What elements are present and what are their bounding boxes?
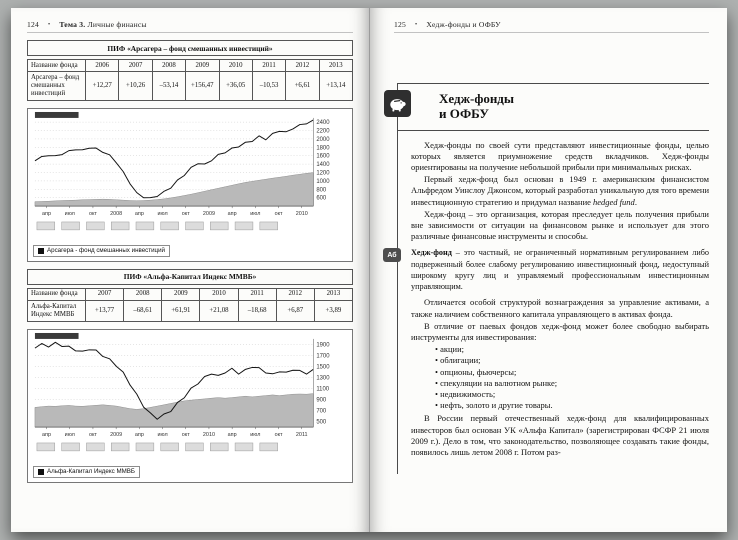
paragraph-intro: Хедж-фонды по своей сути представляют инвестиционные фонды, целью которых является приумножение средств вкладчиков. Хедж-фонды ориентированы на получение небольшой прибыли при минимальных рисках. — [411, 139, 709, 173]
chapter-title: Хедж-фонды и ОФБУ — [426, 20, 501, 29]
running-head-right — [394, 20, 709, 29]
paragraph-structure: Отличается особой структурой вознаграждения за управление активами, а также наличием собственного капитала управляющего в активах фонда. — [411, 297, 709, 319]
page-number: 125 — [394, 20, 406, 29]
svg-text:1800: 1800 — [316, 145, 330, 152]
heading-icon-box — [384, 90, 411, 117]
dictionary-icon — [383, 248, 401, 262]
section-heading — [397, 83, 709, 131]
paragraph-instruments-lead: В отличие от паевых фондов хедж-фонд может более свободно выбирать инструменты для инвестирования: — [411, 320, 709, 342]
svg-text:1900: 1900 — [316, 342, 330, 349]
table-header-row — [28, 288, 353, 300]
svg-text:апр: апр — [42, 211, 52, 218]
margin-rule — [397, 83, 398, 474]
svg-text:июл: июл — [64, 211, 75, 218]
svg-text:2000: 2000 — [316, 137, 330, 144]
dictionary-icon-label: Аб — [387, 251, 397, 259]
chart-arsagera — [27, 108, 353, 262]
fund-name-cell: Арсагера – фонд смешанных инвестиций — [28, 72, 86, 101]
page-number: 124 — [27, 20, 39, 29]
svg-text:2008: 2008 — [110, 211, 123, 218]
svg-text:окт: окт — [88, 211, 97, 218]
chapter-label: Тема 3. — [59, 20, 86, 29]
definition-text — [411, 247, 709, 292]
piggy-bank-icon — [388, 94, 407, 113]
svg-text:2010: 2010 — [295, 211, 308, 218]
svg-text:500: 500 — [316, 419, 327, 426]
bullet-item: • недвижимость; — [435, 389, 709, 400]
return-value-cell: –10,53 — [252, 72, 285, 101]
instruments-list — [435, 344, 709, 411]
svg-text:июл: июл — [64, 431, 75, 438]
chart-canvas-alfa — [29, 331, 351, 462]
text-segment: . — [634, 196, 637, 207]
text-segment: Первый хедж-фонд был основан в 1949 г. американским финансистом Альфредом Уинслоу Джонсом, который разработал уникальную для того времени инвестиционную стратегию и придумал название — [411, 174, 709, 207]
svg-text:2200: 2200 — [316, 128, 330, 135]
return-value-cell: +21,08 — [200, 301, 238, 322]
table-header-row — [28, 60, 353, 72]
year-header: 2013 — [319, 60, 352, 72]
svg-text:июл: июл — [250, 211, 261, 218]
running-head-left — [27, 20, 353, 29]
table-row — [28, 72, 353, 101]
return-value-cell: –18,68 — [238, 301, 276, 322]
bullet-item: • спекуляции на валютном рынке; — [435, 378, 709, 389]
year-header: 2008 — [152, 60, 185, 72]
legend-label: Альфа-Капитал Индекс ММВБ — [47, 468, 135, 476]
svg-text:1100: 1100 — [316, 386, 330, 393]
svg-text:2009: 2009 — [202, 211, 216, 218]
paragraph-russia: В России первый отечественный хедж-фонд для квалифицированных инвесторов был основан УК «Альфа Капитал» (зарегистрирован ФСФР 21 июля 2009 г.). Дело в том, что законодательство, позволяющее создавать такие фонды, появилось лишь летом 2008 г. Потом раз- — [411, 413, 709, 457]
svg-text:2010: 2010 — [202, 431, 216, 438]
chart-alfa-capital — [27, 329, 353, 483]
svg-text:2009: 2009 — [110, 431, 123, 438]
legend-label: Арсагера - фонд смешанных инвестиций — [47, 247, 165, 255]
svg-text:700: 700 — [316, 408, 327, 415]
header-rule — [27, 32, 353, 33]
svg-text:окт: окт — [181, 211, 190, 218]
year-header: 2012 — [286, 60, 319, 72]
svg-text:800: 800 — [316, 187, 327, 194]
return-value-cell: +61,91 — [162, 301, 200, 322]
return-value-cell: +10,26 — [119, 72, 152, 101]
svg-text:900: 900 — [316, 397, 327, 404]
returns-table-arsagera — [27, 59, 353, 101]
table-row — [28, 301, 353, 322]
section-title — [439, 91, 709, 122]
year-header: 2008 — [124, 288, 162, 300]
year-header: 2009 — [162, 288, 200, 300]
svg-text:2400: 2400 — [316, 120, 330, 127]
return-value-cell: –68,61 — [124, 301, 162, 322]
svg-text:1000: 1000 — [316, 179, 330, 186]
year-header: 2011 — [238, 288, 276, 300]
return-value-cell: +36,05 — [219, 72, 252, 101]
year-header: 2006 — [86, 60, 119, 72]
return-value-cell: +156,47 — [186, 72, 219, 101]
header-rule — [394, 32, 709, 33]
svg-text:1400: 1400 — [316, 162, 330, 169]
svg-text:окт: окт — [274, 211, 283, 218]
year-header: 2007 — [119, 60, 152, 72]
fund-name-cell: Альфа-Капитал Индекс ММВБ — [28, 301, 86, 322]
bullet-separator: • — [48, 22, 51, 28]
year-header: 2012 — [276, 288, 314, 300]
bullet-item: • акции; — [435, 344, 709, 355]
svg-text:1300: 1300 — [316, 375, 330, 382]
return-value-cell: –53,14 — [152, 72, 185, 101]
chart-titlebar — [35, 333, 79, 339]
chart-legend-arsagera — [33, 245, 170, 257]
chart-legend-alfa — [33, 466, 140, 478]
chart-canvas-arsagera — [29, 110, 351, 241]
return-value-cell: +6,87 — [276, 301, 314, 322]
year-header: 2011 — [252, 60, 285, 72]
returns-table-alfa — [27, 288, 353, 322]
legend-swatch — [38, 469, 44, 475]
year-header: 2013 — [314, 288, 352, 300]
svg-text:600: 600 — [316, 195, 327, 202]
svg-text:июл: июл — [250, 431, 261, 438]
return-value-cell: +6,61 — [286, 72, 319, 101]
paragraph-history — [411, 174, 709, 208]
return-value-cell: +12,27 — [86, 72, 119, 101]
return-value-cell: +13,77 — [86, 301, 124, 322]
svg-text:апр: апр — [227, 211, 237, 218]
column-header: Название фонда — [28, 288, 86, 300]
bullet-item: • облигации; — [435, 355, 709, 366]
section-title-line1: Хедж-фонды — [439, 91, 515, 106]
table-title-arsagera: ПИФ «Арсагера – фонд смешанных инвестиций» — [27, 40, 353, 56]
svg-text:апр: апр — [134, 431, 144, 438]
svg-text:1600: 1600 — [316, 153, 330, 160]
legend-swatch — [38, 248, 44, 254]
year-header: 2009 — [186, 60, 219, 72]
chart-titlebar — [35, 112, 79, 118]
book — [11, 8, 727, 532]
chapter-title: Личные финансы — [87, 20, 147, 29]
year-header: 2010 — [200, 288, 238, 300]
year-header: 2007 — [86, 288, 124, 300]
definition-block — [387, 247, 709, 292]
text-segment: hedged fund — [593, 196, 635, 207]
svg-text:апр: апр — [42, 431, 52, 438]
column-header: Название фонда — [28, 60, 86, 72]
svg-text:апр: апр — [227, 431, 237, 438]
return-value-cell: +13,14 — [319, 72, 352, 101]
svg-text:1700: 1700 — [316, 353, 330, 360]
svg-text:июл: июл — [157, 431, 168, 438]
svg-text:2011: 2011 — [295, 431, 308, 438]
return-value-cell: +3,89 — [314, 301, 352, 322]
text-segment: – это частный, не ограниченный нормативным регулированием либо подверженный более слабому регулированию инвестиционный фонд, недоступный широкому кругу лиц и управляемый профессиональным инвестиционным управляющим. — [411, 248, 709, 292]
page-right — [369, 8, 727, 532]
table-title-alfa: ПИФ «Альфа-Капитал Индекс ММВБ» — [27, 269, 353, 285]
paragraph-organization: Хедж-фонд – это организация, которая преследует цель получения прибыли вне зависимости от ситуации на финансовом рынке и использует для этого различные финансовые инструменты и способы. — [411, 208, 709, 242]
svg-text:июл: июл — [157, 211, 168, 218]
bullet-item: • нефть, золото и другие товары. — [435, 400, 709, 411]
svg-text:апр: апр — [134, 211, 144, 218]
svg-text:окт: окт — [181, 431, 190, 438]
svg-text:1200: 1200 — [316, 170, 330, 177]
svg-text:окт: окт — [88, 431, 97, 438]
svg-text:окт: окт — [274, 431, 283, 438]
section-title-line2: и ОФБУ — [439, 106, 489, 122]
bullet-item: • опционы, фьючерсы; — [435, 367, 709, 378]
bullet-separator: • — [415, 22, 418, 28]
page-left — [11, 8, 369, 532]
text-segment: Хедж-фонд — [411, 248, 452, 258]
svg-text:1500: 1500 — [316, 364, 330, 371]
year-header: 2010 — [219, 60, 252, 72]
